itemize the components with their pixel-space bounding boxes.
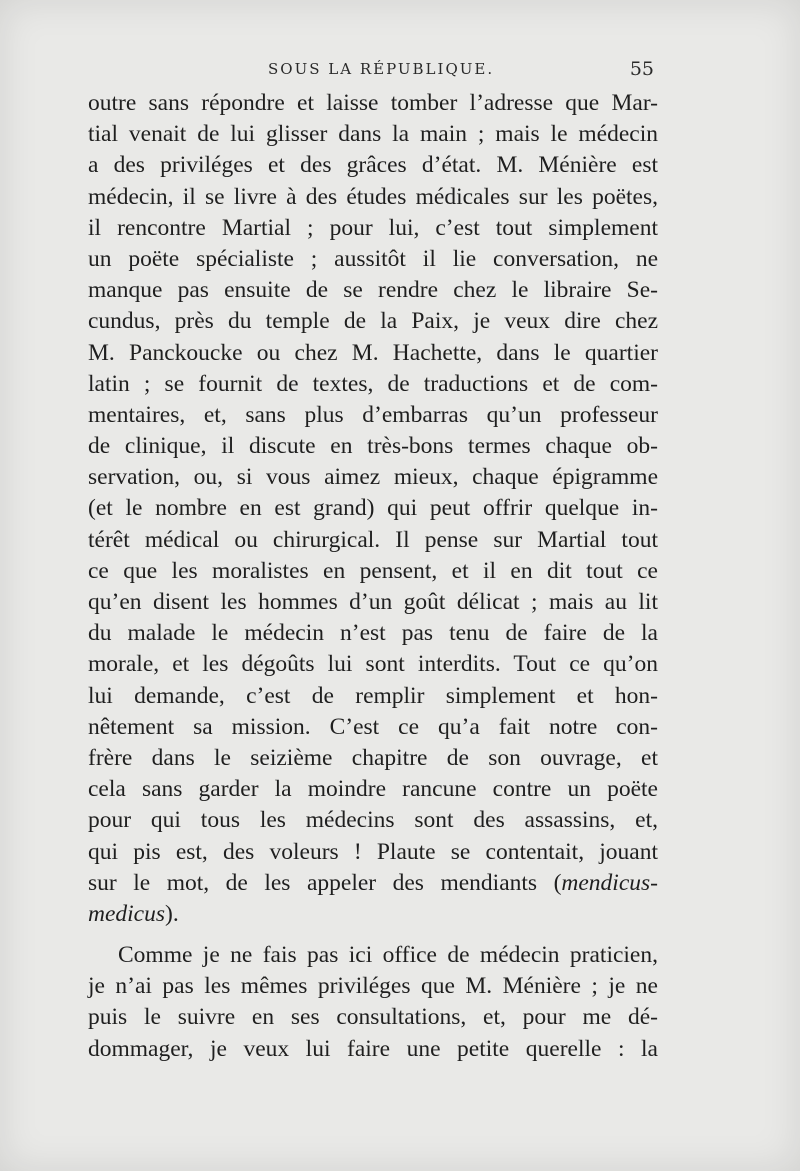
text-line: nêtement sa mission. C’est ce qu’a fait notre con- <box>88 713 658 740</box>
text-line: morale, et les dégoûts lui sont interdits. Tout ce qu’on <box>88 651 658 678</box>
running-head: SOUS LA RÉPUBLIQUE. <box>268 60 495 78</box>
text-line: manque pas ensuite de se rendre chez le libraire Se- <box>88 277 658 304</box>
text-line: un poëte spécialiste ; aussitôt il lie conversation, ne <box>88 245 658 272</box>
text-line: mentaires, et, sans plus d’embarras qu’un professeur <box>88 401 658 428</box>
paragraph <box>88 940 658 1065</box>
closing-paren: ). <box>165 900 179 927</box>
text-line: médecin, il se livre à des études médicales sur les poëtes, <box>88 183 658 210</box>
text-line: pour qui tous les médecins sont des assassins, et, <box>88 807 658 834</box>
text-line: (et le nombre en est grand) qui peut offrir quelque in- <box>88 495 658 522</box>
text-line-with-latin <box>88 899 658 930</box>
text-line: servation, ou, si vous aimez mieux, chaque épigramme <box>88 464 658 491</box>
text-line: dommager, je veux lui faire une petite querelle : la <box>88 1035 658 1062</box>
paragraph <box>88 88 658 930</box>
text-line: cundus, près du temple de la Paix, je veux dire chez <box>88 308 658 335</box>
text-line: puis le suivre en ses consultations, et, pour me dé- <box>88 1004 658 1031</box>
text-line: a des priviléges et des grâces d’état. M. Ménière est <box>88 152 658 179</box>
text-line-with-latin <box>88 868 658 899</box>
text-line: il rencontre Martial ; pour lui, c’est tout simplement <box>88 214 658 241</box>
page-number: 55 <box>629 58 654 80</box>
text-line: qui pis est, des voleurs ! Plaute se contentait, jouant <box>88 838 658 865</box>
text-line: lui demande, c’est de remplir simplement et hon- <box>88 682 658 709</box>
text-line: de clinique, il discute en très-bons termes chaque ob- <box>88 433 658 460</box>
text-line: Comme je ne fais pas ici office de médecin praticien, <box>118 942 658 969</box>
page-header <box>88 58 658 82</box>
text-line: frère dans le seizième chapitre de son ouvrage, et <box>88 744 658 771</box>
latin-pun-part1: mendicus- <box>561 869 658 896</box>
text-line: latin ; se fournit de textes, de traductions et de com- <box>88 370 658 397</box>
text-line: tial venait de lui glisser dans la main ; mais le médecin <box>88 121 658 148</box>
body-text <box>88 88 658 1065</box>
text-line: du malade le médecin n’est pas tenu de faire de la <box>88 620 658 647</box>
text-line: ce que les moralistes en pensent, et il en dit tout ce <box>88 557 658 584</box>
latin-pun-part2: medicus <box>88 900 166 927</box>
text-line: je n’ai pas les mêmes priviléges que M. Ménière ; je ne <box>88 973 658 1000</box>
text-line: outre sans répondre et laisse tomber l’adresse que Mar- <box>88 90 658 116</box>
text-line: M. Panckoucke ou chez M. Hachette, dans le quartier <box>88 339 658 366</box>
text-fragment: sur le mot, de les appeler des mendiants ( <box>88 869 562 896</box>
text-line: térêt médical ou chirurgical. Il pense sur Martial tout <box>88 526 658 553</box>
text-line: cela sans garder la moindre rancune contre un poëte <box>88 776 658 803</box>
text-line: qu’en disent les hommes d’un goût délicat ; mais au lit <box>88 589 658 615</box>
